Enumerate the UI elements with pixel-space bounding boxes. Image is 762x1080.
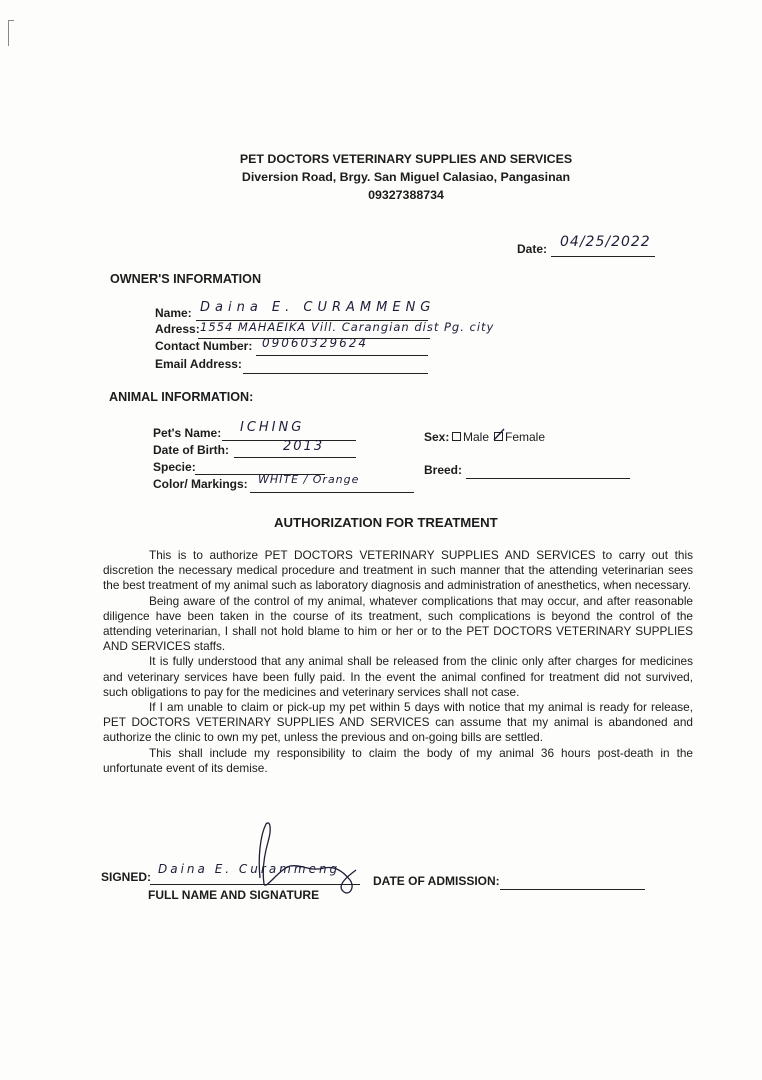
- signed-name-value: Daina E. Curammeng: [158, 862, 341, 876]
- authorization-body: [103, 548, 693, 776]
- owner-address-label: Adress:: [155, 322, 200, 336]
- sex-male-checkbox[interactable]: [452, 432, 461, 441]
- owner-email-line: [243, 373, 428, 374]
- owner-contact-line: [256, 355, 428, 356]
- color-markings-value: WHITE / Orange: [258, 473, 360, 486]
- sex-male-label: Male: [463, 430, 490, 444]
- authorization-paragraph: This shall include my responsibility to claim the body of my animal 36 hours post-death in the unfortunate event of its demise.: [103, 745, 693, 775]
- owner-name-value: Daina E. CURAMMENG: [200, 300, 436, 315]
- sex-label: Sex:: [424, 430, 450, 444]
- check-mark-icon: [492, 428, 506, 442]
- animal-section-title: ANIMAL INFORMATION:: [109, 390, 254, 404]
- signature-caption: FULL NAME AND SIGNATURE: [148, 888, 320, 902]
- owner-contact-value: 09060329624: [262, 336, 368, 350]
- owner-name-label: Name:: [155, 306, 192, 320]
- sex-female-checkbox[interactable]: [494, 432, 503, 441]
- date-label: Date:: [517, 242, 548, 256]
- sex-female-label: Female: [505, 430, 546, 444]
- signed-label: SIGNED:: [101, 870, 152, 884]
- dob-label: Date of Birth:: [153, 443, 229, 457]
- authorization-paragraph: If I am unable to claim or pick-up my pet within 5 days with notice that my animal is ready for release, PET DOCTORS VETERINARY SUPPLIES AND SERVICES can assume that my animal is abandoned and authorize the clinic to own my pet, unless the previous and on-going bills are settled.: [103, 700, 693, 745]
- specie-label: Specie:: [153, 460, 196, 474]
- owner-address-value: 1554 MAHAEIKA Vill. Carangian dist Pg. city: [200, 320, 495, 334]
- breed-label: Breed:: [424, 463, 463, 477]
- scan-mark: [8, 20, 9, 46]
- authorization-paragraph: Being aware of the control of my animal, whatever complications that may occur, and after reasonable diligence have been taken in the course of its treatment, such complications is beyond the control of the attending veterinarian, I shall not hold blame to him or her or to the PET DOCTORS VETERINARY SUPPLIES AND SERVICES staffs.: [103, 593, 693, 654]
- company-name: PET DOCTORS VETERINARY SUPPLIES AND SERVICES: [239, 152, 573, 166]
- owner-section-title: OWNER'S INFORMATION: [110, 272, 262, 286]
- breed-line: [466, 478, 630, 479]
- date-of-admission-label: DATE OF ADMISSION:: [373, 874, 500, 888]
- date-value: 04/25/2022: [560, 234, 651, 250]
- authorization-paragraph: It is fully understood that any animal shall be released from the clinic only after charges for medicines and veterinary services have been fully paid. In the event the animal confined for treatment did not survived, such obligations to pay for the medicines and veterinary services shall not case.: [103, 654, 693, 699]
- owner-contact-label: Contact Number:: [155, 339, 253, 353]
- company-phone: 09327388734: [368, 188, 444, 202]
- authorization-title: AUTHORIZATION FOR TREATMENT: [274, 515, 498, 530]
- pet-name-label: Pet's Name:: [153, 426, 222, 440]
- authorization-paragraph: This is to authorize PET DOCTORS VETERINARY SUPPLIES AND SERVICES to carry out this discretion the necessary medical procedure and treatment in such manner that the attending veterinarian sees the best treatment of my animal such as laboratory diagnosis and administration of anesthetics, when necessary.: [103, 548, 693, 593]
- color-markings-line: [250, 492, 414, 493]
- dob-value: 2013: [283, 439, 325, 454]
- date-line: [551, 256, 655, 257]
- owner-email-label: Email Address:: [155, 357, 242, 371]
- company-address: Diversion Road, Brgy. San Miguel Calasiao, Pangasinan: [241, 170, 571, 184]
- scan-mark: [8, 20, 14, 21]
- dob-line: [234, 457, 356, 458]
- pet-name-value: ICHING: [240, 420, 305, 435]
- date-of-admission-line: [500, 889, 645, 890]
- color-markings-label: Color/ Markings:: [153, 477, 248, 491]
